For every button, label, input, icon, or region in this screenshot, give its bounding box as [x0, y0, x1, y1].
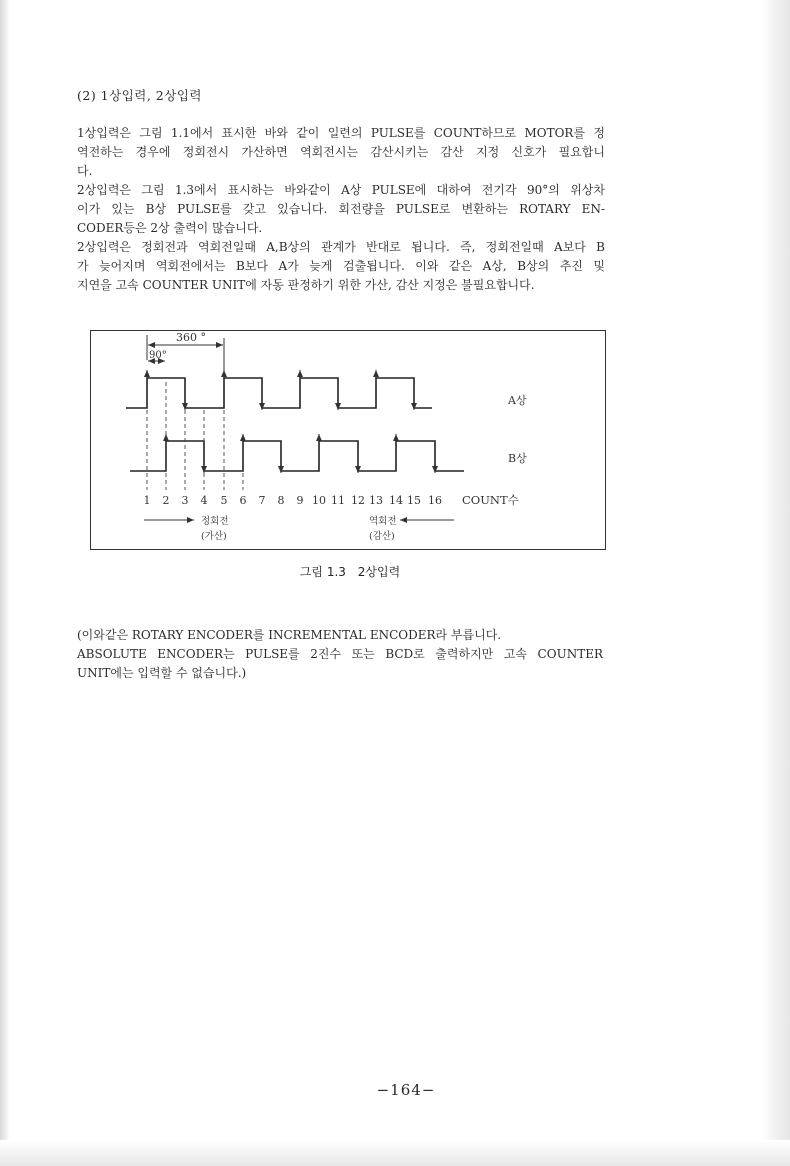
paragraph-3-line-2: 가 늦어지며 역회전에서는 B보다 A가 늦게 검출됩니다. 이와 같은 A상, B상의 추진 및	[77, 259, 605, 273]
section-heading: (2) 1상입력, 2상입력	[77, 88, 202, 103]
count-tick-16: 16	[428, 494, 442, 507]
scan-shadow-left	[0, 0, 10, 1166]
count-tick-15: 15	[407, 494, 421, 507]
reverse-sub-label: (감산)	[369, 531, 395, 542]
note-line-3: UNIT에는 입력할 수 없습니다.)	[77, 666, 247, 680]
count-tick-7: 7	[258, 494, 266, 507]
count-tick-1: 1	[143, 494, 151, 507]
paragraph-2-line-2: 이가 있는 B상 PULSE를 갖고 있습니다. 회전량을 PULSE로 변환하는 ROTARY EN-	[77, 202, 605, 216]
scan-edge-bottom	[0, 1140, 790, 1166]
count-tick-5: 5	[220, 494, 228, 507]
phase-b-waveform	[130, 441, 464, 471]
page-number: −164−	[376, 1081, 436, 1099]
label-90: 90°	[149, 350, 167, 361]
note-line-2: ABSOLUTE ENCODER는 PULSE를 2진수 또는 BCD로 출력하지만 고속 COUNTER	[77, 647, 603, 661]
count-tick-4: 4	[200, 494, 208, 507]
paragraph-2-line-1: 2상입력은 그림 1.3에서 표시하는 바와같이 A상 PULSE에 대하여 전기각 90°의 위상차	[77, 183, 605, 197]
forward-label: 정회전	[201, 516, 229, 527]
count-tick-13: 13	[369, 494, 383, 507]
forward-sub-label: (가산)	[201, 531, 227, 542]
paragraph-3-line-1: 2상입력은 정회전과 역회전일때 A,B상의 관계가 반대로 됩니다. 즉, 정회전일때 A보다 B	[77, 240, 605, 254]
paragraph-1-line-3: 다.	[77, 164, 93, 178]
figure-caption	[0, 563, 700, 580]
phase-a-waveform	[126, 378, 432, 408]
count-tick-9: 9	[296, 494, 304, 507]
count-tick-10: 10	[312, 494, 326, 507]
count-tick-6: 6	[239, 494, 247, 507]
paragraph-3-line-3: 지연을 고속 COUNTER UNIT에 자동 판정하기 위한 가산, 감산 지정은 불필요합니다.	[77, 278, 535, 292]
scan-edge-right	[762, 0, 790, 1166]
count-tick-11: 11	[331, 494, 345, 507]
paragraph-1-line-1: 1상입력은 그림 1.1에서 표시한 바와 같이 일련의 PULSE를 COUNT하므로 MOTOR를 정	[77, 126, 605, 140]
two-phase-timing-diagram	[90, 330, 606, 550]
count-axis-label: COUNT수	[462, 493, 519, 507]
phase-b-label: B상	[508, 452, 527, 465]
label-360: 360 °	[176, 331, 206, 344]
count-tick-8: 8	[277, 494, 285, 507]
count-tick-labels	[144, 494, 443, 507]
count-tick-2: 2	[162, 494, 170, 507]
figure-caption-number: 그림 1.3	[299, 565, 346, 579]
note-line-1: (이와같은 ROTARY ENCODER를 INCREMENTAL ENCODER라 부릅니다.	[77, 628, 502, 642]
phase-a-label: A상	[508, 394, 527, 407]
count-tick-12: 12	[351, 494, 365, 507]
reverse-label: 역회전	[369, 516, 397, 527]
count-tick-14: 14	[389, 494, 403, 507]
count-tick-3: 3	[181, 494, 189, 507]
paragraph-1-line-2: 역전하는 경우에 정회전시 가산하면 역회전시는 감산시키는 감산 지정 신호가 필요합니	[77, 145, 605, 159]
paragraph-2-line-3: CODER등은 2상 출력이 많습니다.	[77, 221, 263, 235]
figure-caption-title: 2상입력	[357, 565, 401, 579]
